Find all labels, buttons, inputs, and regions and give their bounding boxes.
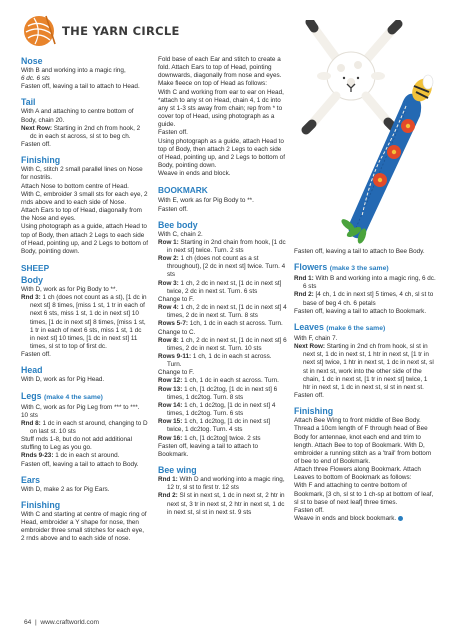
row-label: Rnd 2: — [294, 291, 314, 299]
heading-text: Legs — [21, 390, 42, 401]
row-label: Row 4: — [158, 304, 179, 312]
pattern-row — [158, 492, 287, 516]
row-label: Rows 9-11: — [158, 353, 192, 360]
row-label: Row 3: — [158, 279, 179, 287]
pattern-row — [158, 280, 287, 296]
heading-subtitle: (make 3 the same) — [329, 265, 389, 273]
website-link[interactable]: www.craftworld.com — [40, 619, 100, 626]
paragraph: Fasten off. — [158, 129, 188, 137]
pattern-row — [158, 337, 287, 353]
heading-text: Flowers — [294, 262, 328, 273]
section-heading-finishing: Finishing — [21, 499, 61, 510]
pattern-row — [21, 125, 148, 141]
paragraph: With C, work as for Pig Leg from *** to ***. 10 sts — [21, 403, 140, 419]
row-text: [4 ch, 1 dc in next st] 5 times, 4 ch, sl st to base of beg 4 ch. 6 petals — [303, 291, 434, 307]
paragraph: With C, embroider 3 small sts for each eye, 2 rnds above and to each side of Nose. — [21, 190, 148, 206]
row-label: Rnd 1: — [158, 476, 178, 484]
row-text: Starting in 2nd chain from hook, [1 dc in next st] twice. Turn. 2 sts — [167, 238, 286, 254]
paragraph: Fasten off. — [21, 351, 51, 359]
pattern-row — [294, 343, 436, 392]
paragraph: Fasten off, leaving a tail to attach to Bookmark. — [158, 442, 259, 458]
row-text: 1 dc in each st around. — [53, 452, 120, 460]
pattern-row — [158, 435, 287, 443]
row-text: Change to F. — [158, 369, 194, 377]
row-text: With B and working into a magic ring, 6 dc. 6 sts — [303, 275, 436, 291]
row-label: Next Row: — [21, 124, 53, 132]
section-heading-flowers — [294, 262, 436, 274]
row-label: Row 14: — [158, 401, 183, 409]
paragraph: Fasten off, leaving a tail to attach to Head. — [21, 83, 140, 91]
row-text: 1 ch, 1 dc in each st across. Turn. — [167, 353, 272, 369]
paragraph: Stuff rnds 1-8, but do not add additional stuffing to Leg as you go. — [21, 436, 132, 452]
row-label: Row 8: — [158, 336, 179, 344]
row-text: 1 ch, 2 dc in next st, [1 dc in next st] 4 times, 2 dc in next st. Turn. 8 sts — [167, 304, 287, 320]
paragraph: With B and working into a magic ring, — [21, 67, 126, 74]
heading-text: Leaves — [294, 321, 324, 332]
pattern-row — [294, 291, 436, 307]
yarn-ball-icon — [22, 14, 56, 48]
pattern-row — [158, 418, 287, 434]
section-heading-legs — [21, 391, 148, 403]
row-label: Row 13: — [158, 385, 183, 393]
section-heading-finishing: Finishing — [21, 155, 61, 166]
end-of-pattern-icon — [398, 516, 403, 521]
row-text: 1 ch, 1 dc in each st across. Turn. — [182, 377, 279, 385]
flowers-rows — [294, 275, 436, 308]
row-label: Next Row: — [294, 343, 326, 351]
closing-text: Weave in ends and block bookmark. — [294, 515, 397, 523]
pattern-row — [158, 239, 287, 255]
column-2 — [158, 56, 287, 517]
paragraph: Attach Ears to top of Head, diagonally from the Nose and eyes. — [21, 207, 142, 223]
row-text: Change to C. — [158, 328, 196, 336]
row-label: Row 1: — [158, 238, 179, 246]
pattern-row — [21, 452, 148, 460]
section-heading-ears: Ears — [21, 474, 41, 485]
heading-subtitle: (make 4 the same) — [44, 393, 103, 401]
row-text: 1 ch, 1 dc2tog, [1 dc in next st] twice, 1 dc2tog. Turn. 4 sts — [167, 418, 271, 434]
row-label: Row 16: — [158, 434, 183, 442]
paragraph: With F, chain 7. — [294, 334, 338, 342]
paragraph: Fold base of each Ear and stitch to create a fold. Attach Ears to top of Head, pointing downwards, diagonally from nose and eyes. — [158, 56, 282, 80]
bee-wing-rows — [158, 476, 287, 517]
pattern-row — [158, 386, 287, 402]
pattern-row — [294, 275, 436, 291]
paragraph — [21, 75, 148, 83]
paragraph: Fasten off. — [294, 506, 324, 514]
row-text: 1 ch, [1 dc2tog] twice. 2 sts — [182, 434, 261, 442]
project-heading-bookmark: BOOKMARK — [158, 185, 208, 196]
paragraph: With E, work as for Pig Body to **. — [158, 197, 254, 205]
row-label: Rows 5-7: — [158, 320, 188, 328]
column-1 — [21, 56, 148, 544]
paragraph: Weave in ends and block. — [158, 170, 231, 178]
pattern-row — [158, 255, 287, 279]
section-heading-body: Body — [21, 274, 43, 285]
row-label: Row 12: — [158, 377, 183, 385]
magazine-header — [22, 14, 180, 48]
pattern-row — [158, 476, 287, 492]
paragraph: Make fleece on top of Head as follows: — [158, 80, 267, 88]
pattern-row — [21, 294, 148, 351]
paragraph: With D, work as for Pig Body to **. — [21, 285, 118, 293]
paragraph: Fasten off, leaving a tail to attach to Body. — [21, 460, 139, 468]
paragraph: Fasten off. — [21, 141, 51, 149]
row-label: Rnds 9-23: — [21, 452, 54, 460]
row-label: Rnd 8: — [21, 419, 41, 427]
section-heading-bee-wing: Bee wing — [158, 465, 197, 476]
section-heading-nose: Nose — [21, 56, 43, 66]
pattern-row — [158, 369, 287, 377]
page-footer: 64 | www.craftworld.com — [24, 619, 100, 626]
paragraph: With D, make 2 as for Pig Ears. — [21, 485, 110, 493]
paragraph: With F and attaching to centre bottom of Bookmark, [3 ch, sl st to 1 ch-sp at bottom of leaf, sl st to base of next leaf] three times. — [294, 482, 434, 506]
heading-subtitle: (make 6 the same) — [326, 324, 386, 332]
page-number: 64 — [24, 619, 32, 626]
paragraph: Using photograph as a guide, attach Head to top of Body, then attach 2 Legs to each side of Head, pointing up, and 2 Legs to bottom of Body, pointing down. — [158, 137, 285, 170]
pattern-row — [158, 304, 287, 320]
row-text: 1 ch, 1 dc2tog, [1 dc in next st] 4 times, 1 dc2tog. Turn. 6 sts — [167, 401, 276, 418]
pattern-row — [158, 320, 287, 328]
row-label: Row 15: — [158, 418, 183, 426]
row-text: Sl st in next st, 1 dc in next st, 2 htr in next st, 3 tr in next st, 2 htr in next st, 1 dc in next st, sl st in next st. 9 sts — [167, 492, 285, 516]
row-text: 1 ch (does not count as a st), [1 dc in next st] 8 times, [miss 1 st, 1 tr in each of next 6 sts, miss 1 st, 1 dc in next st] 10 times, [1 dc in next st] 8 times, [miss 1 st, 1 tr in each of next 6 sts, miss 1 st, 1 dc in next st] 10 times, [1 dc in next st] 11 times, sl st to top of first dc. — [30, 294, 147, 351]
paragraph: Using photograph as a guide, attach Head to top of Body, then attach 2 Legs to each side of Head, pointing up, and 2 Legs to bottom of Body, pointing down. — [21, 223, 148, 255]
paragraph: With C, stitch 2 small parallel lines on Nose for nostrils. — [21, 166, 143, 182]
project-heading-sheep: SHEEP — [21, 262, 50, 273]
paragraph: With D, work as for Pig Head. — [21, 376, 105, 384]
row-text: 1 ch, [1 dc2tog, [1 dc in next st] 6 times, 1 dc2tog. Turn. 8 sts — [167, 385, 278, 401]
bee-body-rows — [158, 239, 287, 443]
row-text: Starting in 2nd ch from hook, 2 dc in each st across, sl st to beg ch. — [30, 124, 141, 140]
paragraph: With C and working from ear to ear on Head, *attach to any st on Head, chain 4, 1 dc into any st 1-3 sts away from chain; rep from * to cover top of Head, using photograph as a guide. — [158, 88, 284, 129]
brand-title: THE YARN CIRCLE — [62, 24, 180, 38]
paragraph: Fasten off. — [158, 205, 188, 213]
paragraph — [294, 515, 436, 523]
pattern-row — [21, 420, 148, 436]
paragraph: Fasten off, leaving a tail to attach to Bookmark. — [294, 307, 427, 315]
row-label: Rnd 3: — [21, 294, 41, 302]
section-heading-head: Head — [21, 365, 43, 376]
paragraph: Fasten off, leaving a tail to attach to Bee Body. — [294, 248, 425, 255]
column-3 — [294, 248, 436, 523]
row-text: 1 dc in each st around, changing to D on last st. 10 sts — [30, 419, 148, 435]
row-text: Change to F. — [158, 295, 194, 303]
paragraph: With C, chain 2. — [158, 230, 203, 238]
row-text: 1 ch, 2 dc in next st, [1 dc in next st] 6 times, 2 dc in next st. Turn. 10 sts — [167, 336, 287, 352]
row-label: Row 2: — [158, 255, 179, 263]
pattern-row — [158, 402, 287, 418]
pattern-row — [158, 329, 287, 337]
row-text: 1 ch, 2 dc in next st, [1 dc in next st] twice, 2 dc in next st. Turn. 6 sts — [167, 279, 282, 295]
paragraph: With A and attaching to centre bottom of Body, chain 20. — [21, 108, 134, 124]
row-label: Rnd 2: — [158, 492, 178, 500]
section-heading-leaves — [294, 322, 436, 334]
section-heading-bee-body: Bee body — [158, 219, 198, 230]
pattern-row — [158, 353, 287, 369]
row-text: 1 ch (does not count as a st throughout), [2 dc in next st] twice. Turn. 4 sts — [167, 255, 286, 279]
section-heading-finishing: Finishing — [294, 406, 334, 417]
paragraph: Fasten off. — [294, 392, 324, 400]
row-label: Rnd 1: — [294, 275, 314, 283]
pattern-row — [158, 296, 287, 304]
paragraph: With C and starting at centre of magic ring of Head, embroider a Y shape for nose, then embroider three small stitches for each eye, 2 rnds above and to each side of nose. — [21, 510, 147, 543]
row-text: 1ch, 1 dc in each st across. Turn. — [187, 320, 283, 328]
section-heading-tail: Tail — [21, 97, 36, 108]
paragraph: Attach three Flowers along Bookmark. Attach Leaves to bottom of Bookmark as follows: — [294, 466, 421, 482]
paragraph: Attach Nose to bottom centre of Head. — [21, 182, 129, 190]
sheep-figure — [306, 22, 398, 130]
row-text: With D and working into a magic ring, 12 tr, sl st to first tr. 12 sts — [167, 476, 285, 492]
stitch-count: 6 dc. 6 sts — [21, 75, 50, 83]
bookmark-photo — [296, 20, 446, 246]
row-text: Starting in 2nd ch from hook, sl st in next st, 1 dc in next st, 1 htr in next st, [1 tr in next st] twice, 1 htr in next st, 1 dc in next st, sl st in next st, work into the other side of the chain, 1 dc in next st, [1 tr in next st] twice, 1 htr in next st, 1 dc in next st, sl st in next st. — [303, 343, 434, 391]
paragraph: Attach Bee Wing to front middle of Bee Body. Thread a 10cm length of F through head of Bee Body for antennae, knot each end and trim to length. Attach Bee to top of Bookmark. With D, embroider a running stitch as a 'trail' from bottom of bee to end of Bookmark. — [294, 417, 432, 465]
pattern-row — [158, 377, 287, 385]
